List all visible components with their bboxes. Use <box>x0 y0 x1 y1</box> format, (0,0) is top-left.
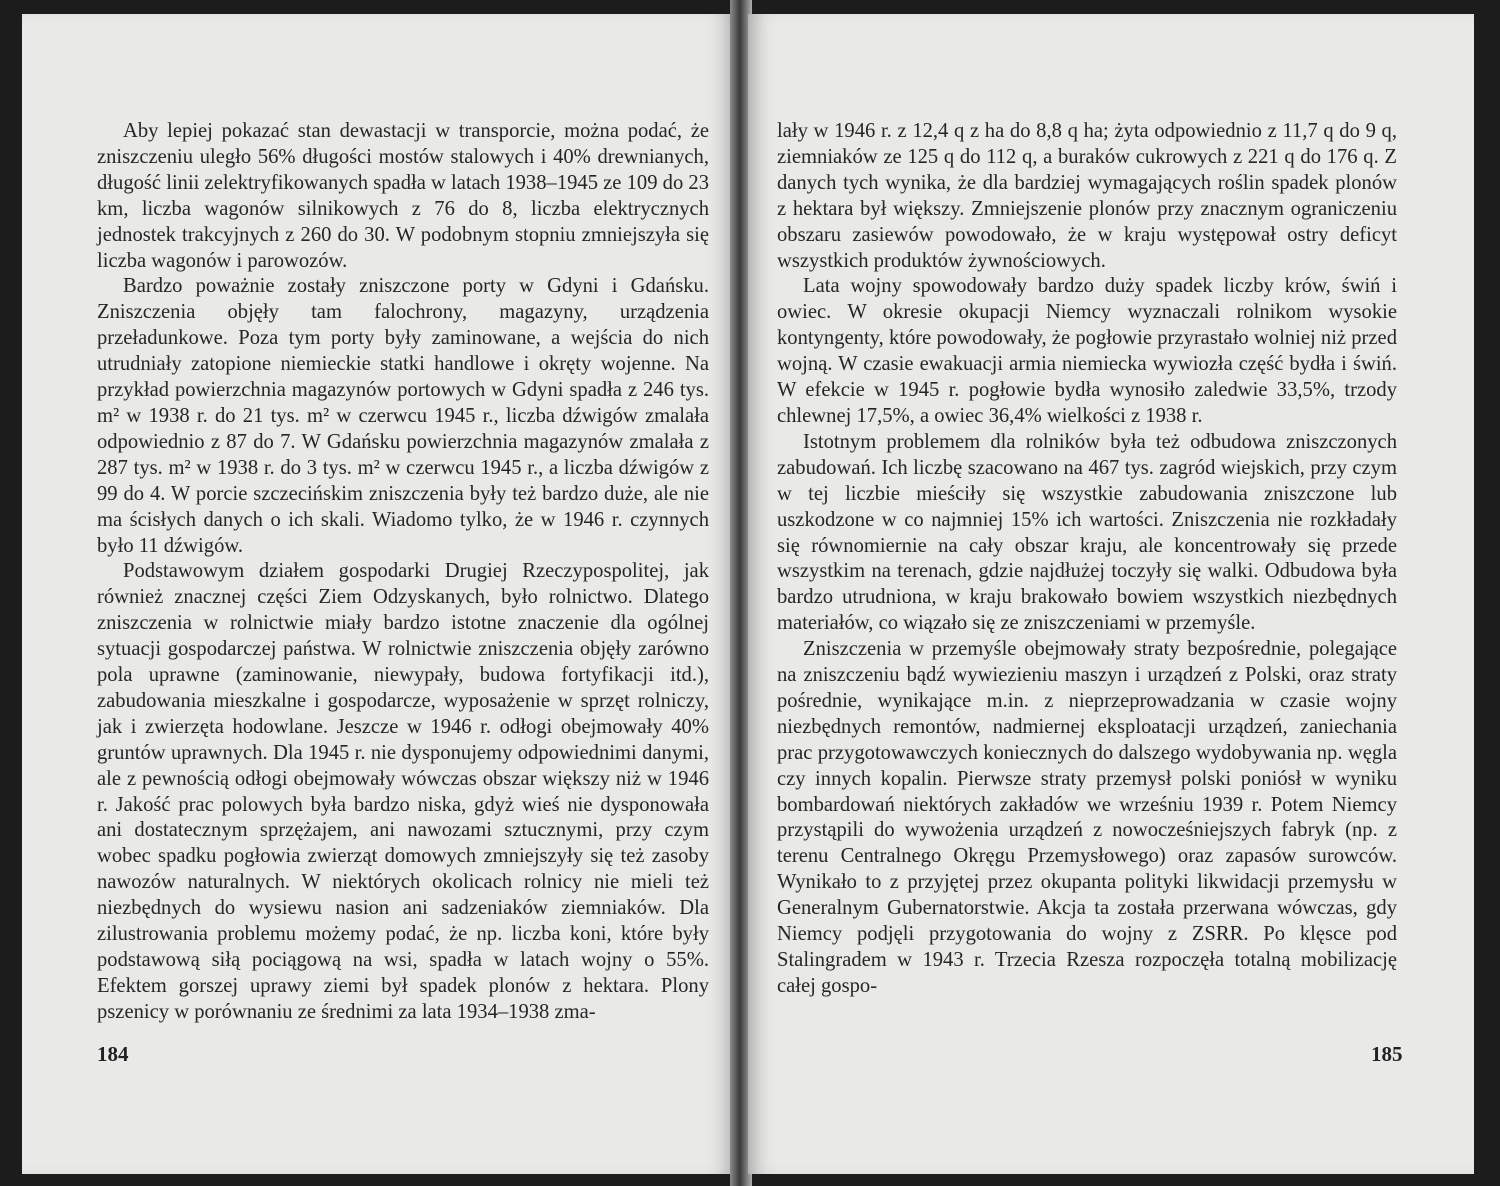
paragraph: Zniszczenia w przemyśle obejmowały straty bezpośrednie, polegające na zniszczeniu bądź wywiezieniu maszyn i urządzeń z Polski, oraz straty pośrednie, wynikające m.in. z nieprzeprowadzania w czasie wojny niezbędnych remontów, nadmiernej eksploatacji urządzeń, zaniechania prac przygotowawczych koniecznych do dalszego wydobywania np. węgla czy innych kopalin. Pierwsze straty przemysł polski poniósł w wyniku bombardowań niektórych zakładów we wrześniu 1939 r. Potem Niemcy przystąpili do wywożenia urządzeń z nowocześniejszych fabryk (np. z terenu Centralnego Okręgu Przemysłowego) oraz zapasów surowców. Wynikało to z przyjętej przez okupanta polityki likwidacji przemysłu w Generalnym Gubernatorstwie. Akcja ta została przerwana wówczas, gdy Niemcy podjęli przygotowania do wojny z ZSRR. Po klęsce pod Stalingradem w 1943 r. Trzecia Rzesza rozpoczęła totalną mobilizację całej gospo- <box>777 638 1397 997</box>
left-page-text <box>97 119 709 1026</box>
paragraph: Bardzo poważnie zostały zniszczone porty w Gdyni i Gdańsku. Zniszczenia objęły tam falochrony, magazyny, urządzenia przeładunkowe. Poza tym porty były zaminowane, a wejścia do nich utrudniały zatopione niemieckie statki handlowe i okręty wojenne. Na przykład powierzchnia magazynów portowych w Gdyni spadła z 246 tys. m² w 1938 r. do 21 tys. m² w czerwcu 1945 r., liczba dźwigów zmalała odpowiednio z 87 do 7. W Gdańsku powierzchnia magazynów zmalała z 287 tys. m² w 1938 r. do 3 tys. m² w czerwcu 1945 r., a liczba dźwigów z 99 do 4. W porcie szczecińskim zniszczenia były też bardzo duże, ale nie ma ścisłych danych o ich skali. Wiadomo tylko, że w 1946 r. czynnych było 11 dźwigów. <box>97 275 709 557</box>
paragraph: Aby lepiej pokazać stan dewastacji w transporcie, można podać, że zniszczeniu uległo 56% długości mostów stalowych i 40% drewnianych, długość linii zelektryfikowanych spadła w latach 1938–1945 ze 109 do 23 km, liczba wagonów silnikowych z 76 do 8, liczba elektrycznych jednostek trakcyjnych z 260 do 30. W podobnym stopniu zmniejszyła się liczba wagonów i parowozów. <box>97 120 709 272</box>
page-number: 185 <box>1371 1042 1403 1066</box>
right-page <box>748 14 1474 1174</box>
left-page <box>22 14 734 1174</box>
paragraph-continued: lały w 1946 r. z 12,4 q z ha do 8,8 q ha; żyta odpowiednio z 11,7 q do 9 q, ziemniaków ze 125 q do 112 q, a buraków cukrowych z 221 q do 176 q. Z danych tych wynika, że dla bardziej wymagających roślin spadek plonów z hektara był większy. Zmniejszenie plonów przy znacznym ograniczeniu obszaru zasiewów powodowało, że w kraju występował ostry deficyt wszystkich produktów żywnościowych. <box>777 120 1397 272</box>
page-number: 184 <box>97 1042 129 1066</box>
paragraph: Istotnym problemem dla rolników była też odbudowa zniszczonych zabudowań. Ich liczbę szacowano na 467 tys. zagród wiejskich, przy czym w tej liczbie mieściły się wszystkie zabudowania zniszczone lub uszkodzone w co najmniej 15% ich wartości. Zniszczenia nie rozkładały się równomiernie na cały obszar kraju, ale koncentrowały się przede wszystkim na terenach, gdzie najdłużej toczyły się walki. Odbudowa była bardzo utrudniona, w kraju brakowało bowiem wszystkich niezbędnych materiałów, co wiązało się ze zniszczeniami w przemyśle. <box>777 430 1397 635</box>
right-page-text <box>777 119 1397 1000</box>
paragraph: Podstawowym działem gospodarki Drugiej Rzeczypospolitej, jak również znacznej części Ziem Odzyskanych, było rolnictwo. Dlatego zniszczenia w rolnictwie miały bardzo istotne znaczenie dla ogólnej sytuacji gospodarczej państwa. W rolnictwie zniszczenia objęły zarówno pola uprawne (zaminowanie, niewypały, budowa fortyfikacji itd.), zabudowania mieszkalne i gospodarcze, wyposażenie w sprzęt rolniczy, jak i zwierzęta hodowlane. Jeszcze w 1946 r. odłogi obejmowały 40% gruntów uprawnych. Dla 1945 r. nie dysponujemy odpowiednimi danymi, ale z pewnością odłogi obejmowały wówczas obszar większy niż w 1946 r. Jakość prac polowych była bardzo niska, gdyż wieś nie dysponowała ani dostatecznym sprzężajem, ani nawozami sztucznymi, przy czym wobec spadku pogłowia zwierząt domowych zmniejszyły się też zasoby nawozów naturalnych. W niektórych okolicach rolnicy nie mieli też niezbędnych do wysiewu nasion ani sadzeniaków ziemniaków. Dla zilustrowania problemu możemy podać, że np. liczba koni, które były podstawową siłą pociągową na wsi, spadła w latach wojny o 55%. Efektem gorszej uprawy ziemi był spadek plonów z hektara. Plony pszenicy w porównaniu ze średnimi za lata 1934–1938 zma- <box>97 560 709 1023</box>
paragraph: Lata wojny spowodowały bardzo duży spadek liczby krów, świń i owiec. W okresie okupacji Niemcy wyznaczali rolnikom wysokie kontyngenty, które powodowały, że pogłowie przyrastało wolniej niż przed wojną. W czasie ewakuacji armia niemiecka wywiozła część bydła i świń. W efekcie w 1945 r. pogłowie bydła wynosiło zaledwie 33,5%, trzody chlewnej 17,5%, a owiec 36,4% wielkości z 1938 r. <box>777 275 1397 427</box>
